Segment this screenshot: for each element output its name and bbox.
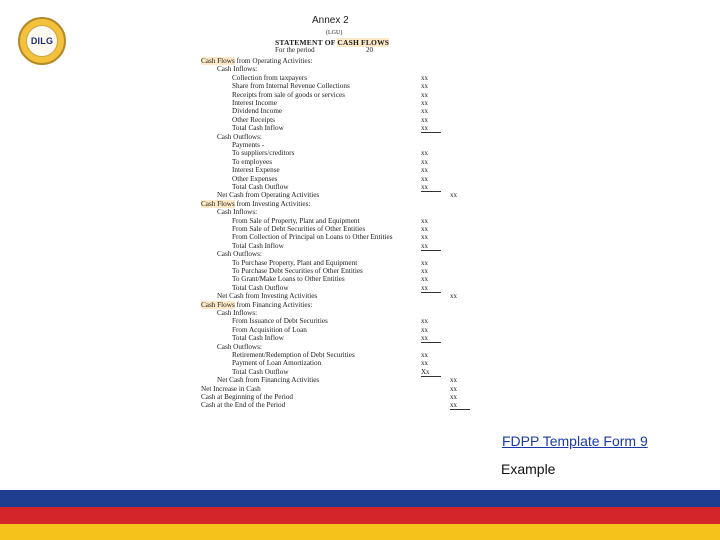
statement-row-value: xx bbox=[421, 174, 428, 183]
statement-row-label: Other Expenses bbox=[232, 174, 278, 183]
statement-row-value: xx bbox=[421, 82, 428, 91]
logo-text: DILG bbox=[30, 36, 54, 46]
red-stripe bbox=[0, 507, 720, 524]
statement-row-label: Cash Inflows: bbox=[217, 65, 258, 74]
statement-row-value: xx bbox=[421, 157, 428, 166]
period-year: 20 bbox=[366, 46, 373, 54]
statement-row-value: xx bbox=[421, 317, 428, 326]
statement-row-label: Net Increase in Cash bbox=[201, 384, 261, 393]
statement-row-label: Interest Expense bbox=[232, 166, 280, 175]
statement-row-value: Xx bbox=[421, 368, 441, 377]
title-prefix: STATEMENT OF bbox=[275, 38, 338, 47]
annex-label: Annex 2 bbox=[312, 15, 349, 26]
statement-row-label: Cash Inflows: bbox=[217, 208, 258, 217]
statement-row-label: To suppliers/creditors bbox=[232, 149, 295, 158]
statement-row-value: xx bbox=[421, 166, 428, 175]
statement-row-label: Cash Flows from Financing Activities: bbox=[201, 300, 313, 309]
statement-row-label: Cash Outflows: bbox=[217, 250, 262, 259]
statement-row-value: xx bbox=[421, 351, 428, 359]
statement-row-value: xx bbox=[450, 401, 470, 410]
statement-row-label: Receipts from sale of goods or services bbox=[232, 90, 345, 99]
statement-row-value: xx bbox=[421, 258, 428, 267]
statement-row-label: From Issuance of Debt Securities bbox=[232, 317, 328, 326]
statement-row-value: xx bbox=[421, 225, 428, 233]
statement-row-label: Net Cash from Financing Activities bbox=[217, 376, 320, 385]
statement-row-label: Cash at the End of the Period bbox=[201, 401, 286, 410]
statement-row-label: Total Cash Inflow bbox=[232, 334, 284, 343]
statement-row-value: xx bbox=[421, 242, 441, 251]
statement-row-value: xx bbox=[421, 183, 441, 192]
statement-row-label: Dividend Income bbox=[232, 107, 283, 116]
statement-row-value: xx bbox=[421, 90, 428, 99]
statement-row-label: Interest Income bbox=[232, 99, 277, 107]
statement-row-label: Cash Outflows: bbox=[217, 342, 262, 351]
statement-row-label: Total Cash Inflow bbox=[232, 241, 284, 250]
statement-row-label: Cash at Beginning of the Period bbox=[201, 393, 294, 401]
statement-row-label: To Purchase Property, Plant and Equipment bbox=[232, 258, 358, 267]
statement-row-label: Cash Inflows: bbox=[217, 309, 258, 317]
statement-row-value: xx bbox=[421, 325, 428, 334]
statement-row-label: Payment of Loan Amortization bbox=[232, 359, 322, 368]
fdpp-template-link[interactable]: FDPP Template Form 9 bbox=[502, 433, 648, 449]
yellow-stripe bbox=[0, 524, 720, 540]
statement-row-value: xx bbox=[421, 124, 441, 133]
statement-row-value: xx bbox=[450, 376, 457, 385]
statement-row-label: Net Cash from Investing Activities bbox=[217, 292, 318, 301]
blue-stripe bbox=[0, 490, 720, 507]
statement-row-label: Total Cash Inflow bbox=[232, 124, 284, 133]
statement-row-label: From Acquisition of Loan bbox=[232, 325, 307, 334]
statement-row-value: xx bbox=[450, 384, 457, 393]
statement-row-label: Total Cash Outflow bbox=[232, 283, 289, 292]
statement-row-label: Retirement/Redemption of Debt Securities bbox=[232, 351, 355, 359]
period-label: For the period bbox=[275, 46, 315, 54]
statement-row-value: xx bbox=[421, 107, 428, 116]
statement-row-label: From Sale of Debt Securities of Other Entities bbox=[232, 225, 366, 233]
statement-row-label: Cash Flows from Operating Activities: bbox=[201, 57, 313, 65]
statement-row-label: Collection from taxpayers bbox=[232, 73, 308, 82]
statement-row-value: xx bbox=[450, 292, 457, 301]
statement-row-value: xx bbox=[421, 359, 428, 368]
example-label: Example bbox=[501, 461, 556, 477]
statement-row-label: Cash Flows from Investing Activities: bbox=[201, 199, 311, 208]
title-highlight: CASH FLOWS bbox=[337, 38, 390, 47]
statement-row-label: To employees bbox=[232, 157, 273, 166]
statement-row-label: From Sale of Property, Plant and Equipment bbox=[232, 216, 360, 225]
statement-row-label: Net Cash from Operating Activities bbox=[217, 191, 320, 200]
statement-row-value: xx bbox=[421, 149, 428, 158]
statement-row-value: xx bbox=[421, 275, 428, 284]
statement-row-label: To Grant/Make Loans to Other Entities bbox=[232, 275, 345, 284]
statement-row-label: To Purchase Debt Securities of Other Entities bbox=[232, 267, 363, 275]
statement-row-value: xx bbox=[450, 393, 457, 401]
statement-row-value: xx bbox=[450, 191, 457, 200]
lgu-label: (LGU) bbox=[326, 30, 343, 36]
statement-row-value: xx bbox=[421, 73, 428, 82]
statement-row-value: xx bbox=[421, 233, 428, 242]
statement-row-value: xx bbox=[421, 267, 428, 275]
statement-row-value: xx bbox=[421, 216, 428, 225]
statement-row-label: Other Receipts bbox=[232, 115, 275, 124]
statement-row-value: xx bbox=[421, 115, 428, 124]
statement-row-value: xx bbox=[421, 284, 441, 293]
statement-row-label: Total Cash Outflow bbox=[232, 183, 289, 191]
statement-row-value: xx bbox=[421, 334, 441, 343]
statement-row-label: Share from Internal Revenue Collections bbox=[232, 82, 350, 91]
statement-row-value: xx bbox=[421, 99, 428, 107]
statement-row-label: Payments - bbox=[232, 141, 265, 149]
statement-row-label: Total Cash Outflow bbox=[232, 367, 289, 376]
statement-row-label: From Collection of Principal on Loans to Other Entities bbox=[232, 233, 393, 242]
statement-row-label: Cash Outflows: bbox=[217, 132, 262, 141]
